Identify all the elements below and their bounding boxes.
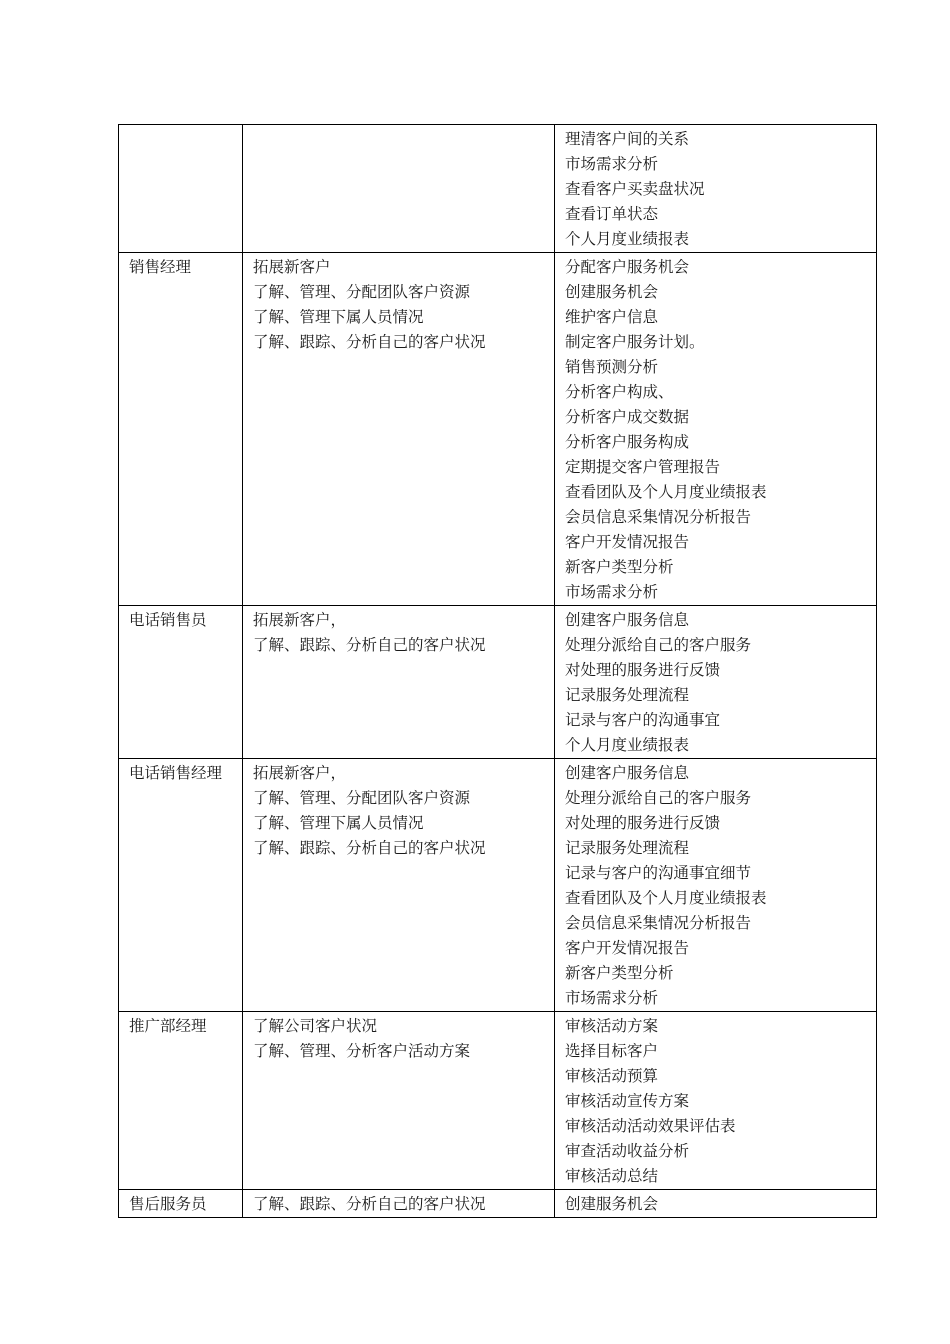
- function-item: 审查活动收益分析: [565, 1142, 690, 1160]
- role-name: 售后服务员: [129, 1195, 207, 1213]
- need-item: 拓展新客户: [253, 258, 331, 276]
- function-item: 查看团队及个人月度业绩报表: [565, 889, 767, 907]
- function-item: 处理分派给自己的客户服务: [565, 636, 752, 654]
- function-item: 市场需求分析: [565, 989, 659, 1007]
- table-row: [119, 759, 877, 1012]
- function-item: 市场需求分析: [565, 155, 659, 173]
- function-item: 对处理的服务进行反馈: [565, 814, 721, 832]
- needs-cell: [243, 253, 555, 606]
- table-row: [119, 125, 877, 253]
- need-item: 了解、跟踪、分析自己的客户状况: [253, 333, 486, 351]
- role-cell: [119, 125, 243, 253]
- function-item: 客户开发情况报告: [565, 533, 690, 551]
- function-item: 新客户类型分析: [565, 558, 674, 576]
- need-item: 了解、跟踪、分析自己的客户状况: [253, 839, 486, 857]
- function-item: 审核活动活动效果评估表: [565, 1117, 736, 1135]
- needs-cell: [243, 1190, 555, 1218]
- function-item: 记录与客户的沟通事宜: [565, 711, 721, 729]
- table-row: [119, 253, 877, 606]
- need-item: 了解、管理下属人员情况: [253, 308, 424, 326]
- function-item: 制定客户服务计划。: [565, 333, 705, 351]
- function-item: 审核活动总结: [565, 1167, 659, 1185]
- functions-cell: [555, 1190, 877, 1218]
- needs-cell: [243, 1012, 555, 1190]
- role-name: 电话销售经理: [129, 764, 223, 782]
- function-item: 分析客户服务构成: [565, 433, 690, 451]
- role-name: 推广部经理: [129, 1017, 207, 1035]
- function-item: 记录服务处理流程: [565, 839, 690, 857]
- need-item: 了解、管理、分配团队客户资源: [253, 283, 471, 301]
- function-item: 创建服务机会: [565, 283, 659, 301]
- function-item: 记录与客户的沟通事宜细节: [565, 864, 752, 882]
- functions-cell: [555, 606, 877, 759]
- role-name: 电话销售员: [129, 611, 207, 629]
- need-item: 了解、跟踪、分析自己的客户状况: [253, 636, 486, 654]
- role-cell: [119, 606, 243, 759]
- function-item: 对处理的服务进行反馈: [565, 661, 721, 679]
- function-item: 客户开发情况报告: [565, 939, 690, 957]
- function-item: 查看团队及个人月度业绩报表: [565, 483, 767, 501]
- role-name: [129, 127, 232, 152]
- function-item: 个人月度业绩报表: [565, 230, 690, 248]
- function-item: 个人月度业绩报表: [565, 736, 690, 754]
- role-name: 销售经理: [129, 258, 192, 276]
- function-item: 新客户类型分析: [565, 964, 674, 982]
- role-cell: [119, 253, 243, 606]
- need-item: 了解公司客户状况: [253, 1017, 378, 1035]
- function-item: 创建客户服务信息: [565, 611, 690, 629]
- needs-cell: [243, 606, 555, 759]
- need-item: 了解、管理、分析客户活动方案: [253, 1042, 471, 1060]
- function-item: 处理分派给自己的客户服务: [565, 789, 752, 807]
- need-item: 了解、管理下属人员情况: [253, 814, 424, 832]
- function-item: 理清客户间的关系: [565, 130, 690, 148]
- function-item: 会员信息采集情况分析报告: [565, 914, 752, 932]
- need-item: 了解、管理、分配团队客户资源: [253, 789, 471, 807]
- role-cell: [119, 759, 243, 1012]
- function-item: 创建客户服务信息: [565, 764, 690, 782]
- needs-cell: [243, 125, 555, 253]
- function-item: 查看订单状态: [565, 205, 659, 223]
- table-row: [119, 1190, 877, 1218]
- function-item: 维护客户信息: [565, 308, 659, 326]
- needs-cell: [243, 759, 555, 1012]
- function-item: 市场需求分析: [565, 583, 659, 601]
- function-item: 查看客户买卖盘状况: [565, 180, 705, 198]
- function-item: 销售预测分析: [565, 358, 659, 376]
- function-item: 审核活动预算: [565, 1067, 659, 1085]
- function-item: 分析客户成交数据: [565, 408, 690, 426]
- role-cell: [119, 1012, 243, 1190]
- functions-cell: [555, 125, 877, 253]
- table-row: [119, 606, 877, 759]
- functions-cell: [555, 1012, 877, 1190]
- table-body: [119, 125, 877, 1218]
- table-row: [119, 1012, 877, 1190]
- function-item: 审核活动宣传方案: [565, 1092, 690, 1110]
- need-item: 了解、跟踪、分析自己的客户状况: [253, 1195, 486, 1213]
- function-item: 分析客户构成、: [565, 383, 674, 401]
- function-item: 审核活动方案: [565, 1017, 659, 1035]
- function-item: 会员信息采集情况分析报告: [565, 508, 752, 526]
- role-cell: [119, 1190, 243, 1218]
- function-item: 定期提交客户管理报告: [565, 458, 721, 476]
- function-item: 记录服务处理流程: [565, 686, 690, 704]
- functions-cell: [555, 759, 877, 1012]
- functions-cell: [555, 253, 877, 606]
- role-requirements-table: [118, 124, 877, 1218]
- need-item: 拓展新客户，: [253, 764, 347, 782]
- function-item: 分配客户服务机会: [565, 258, 690, 276]
- function-item: 选择目标客户: [565, 1042, 659, 1060]
- function-item: 创建服务机会: [565, 1195, 659, 1213]
- need-item: 拓展新客户，: [253, 611, 347, 629]
